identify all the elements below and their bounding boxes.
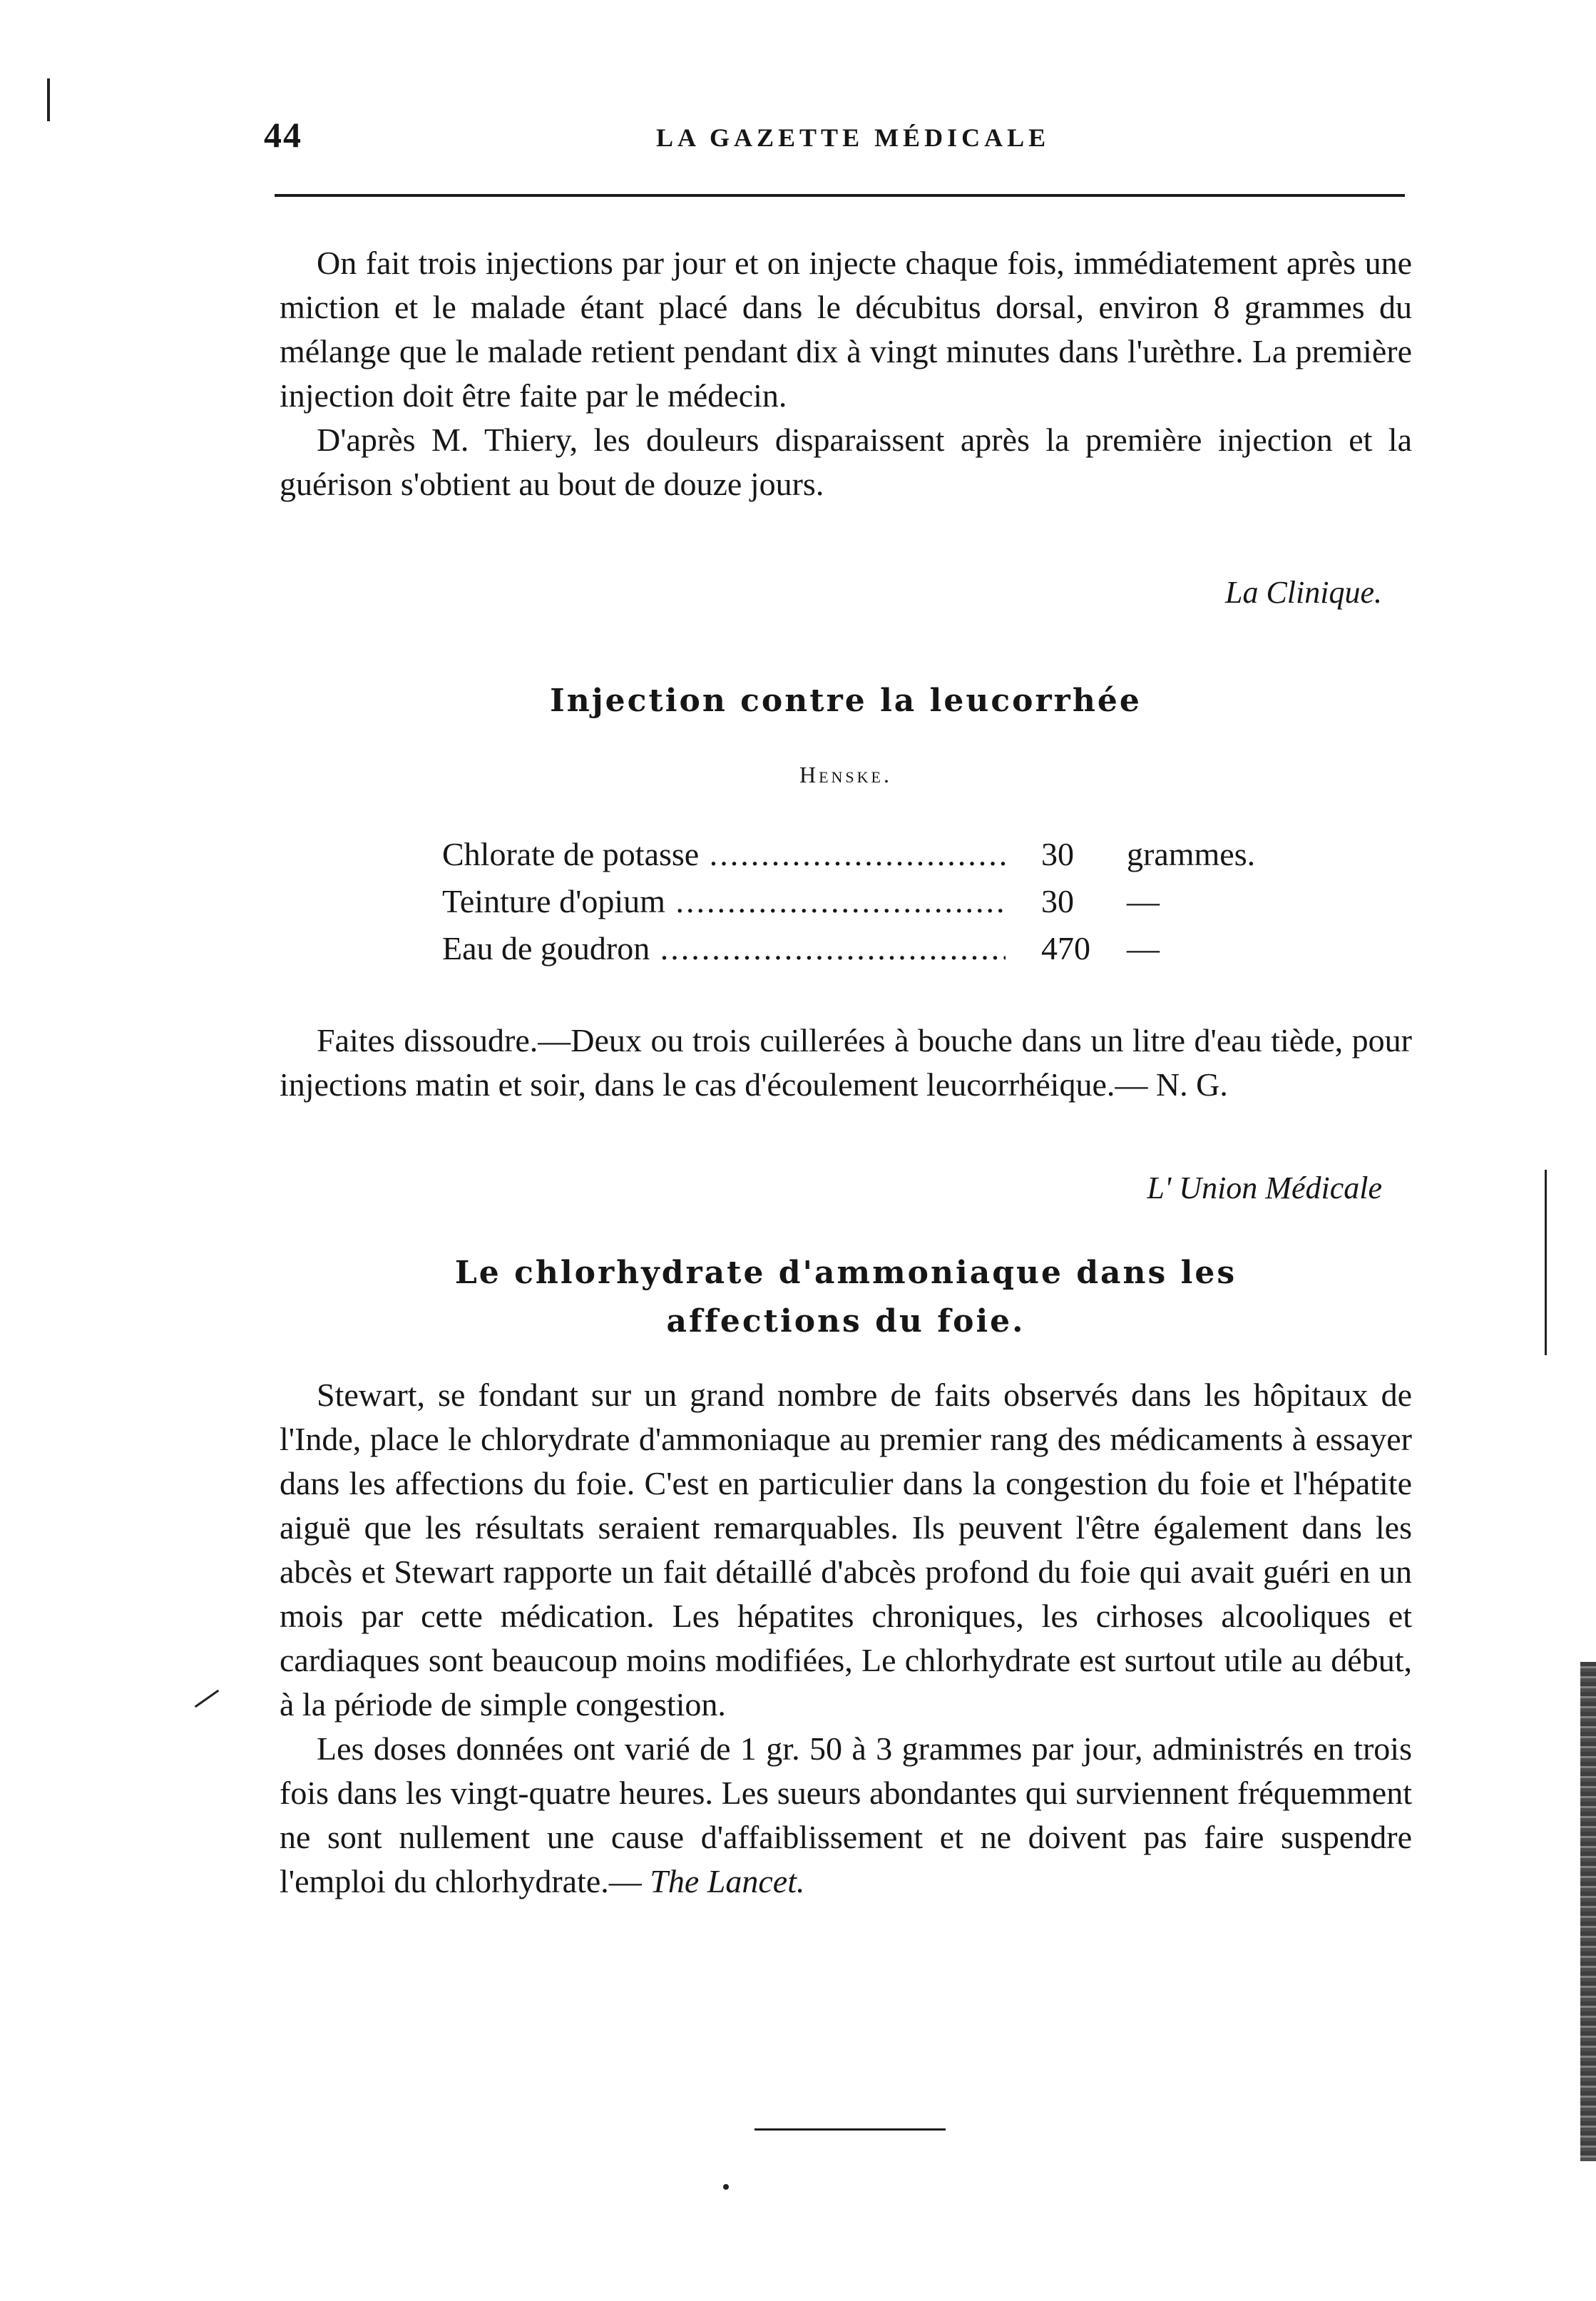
formula-quantity: 30 bbox=[1041, 836, 1074, 872]
header-rule bbox=[275, 194, 1405, 197]
formula-unit: — bbox=[1127, 930, 1160, 966]
formula-quantity: 470 bbox=[1041, 930, 1090, 966]
intro-source: La Clinique. bbox=[1224, 575, 1382, 610]
formula-ingredient: Chlorate de potasse ..... bbox=[442, 831, 1006, 878]
section2-paragraph-2 bbox=[280, 1727, 1412, 1904]
section1-paragraph: Faites dissoudre.—Deux ou trois cuillerées à bouche dans un litre d'eau tiède, pour injections matin et soir, dans le cas d'écoulement leucorrhéique.— N. G. bbox=[280, 1022, 1412, 1103]
section1-author: Henske. bbox=[799, 762, 892, 787]
scan-margin-mark bbox=[47, 78, 50, 121]
formula-unit: grammes. bbox=[1127, 836, 1256, 872]
formula-ingredient: Teinture d'opium ..... bbox=[442, 878, 1006, 925]
section2-title-line1: Le chlorhydrate d'ammoniaque dans les bbox=[454, 1255, 1237, 1291]
formula-row bbox=[442, 878, 1262, 925]
formula-unit: — bbox=[1127, 883, 1160, 919]
section2-title-line2: affections du foie. bbox=[666, 1303, 1025, 1340]
intro-paragraph-1: On fait trois injections par jour et on injecte chaque fois, immédiatement après une miction et le malade étant placé dans le décubitus dorsal, environ 8 grammes du mélange que le malade retient pendant dix à vingt minutes dans l'urèthre. La première injection doit être faite par le médecin. bbox=[280, 245, 1412, 414]
page-number: 44 bbox=[264, 115, 302, 155]
intro-text bbox=[280, 241, 1412, 506]
running-head: LA GAZETTE MÉDICALE bbox=[656, 123, 1050, 152]
formula-ingredient: Eau de goudron ..... bbox=[442, 925, 1006, 972]
section1-text bbox=[280, 1019, 1412, 1107]
scan-page-edge bbox=[1580, 1662, 1596, 2161]
section1-title: Injection contre la leucorrhée bbox=[550, 683, 1142, 719]
ink-dot bbox=[723, 2184, 729, 2190]
formula-row bbox=[442, 831, 1262, 878]
section2-paragraph-2-text: Les doses données ont varié de 1 gr. 50 à 3 grammes par jour, administrés en trois fois dans les vingt-quatre heures. Les sueurs abondantes qui surviennent fréquemment ne sont nullement une cause d'affaiblissement et ne doivent pas faire suspendre l'emploi du chlorhydrate.— bbox=[280, 1730, 1412, 1899]
formula-row bbox=[442, 925, 1262, 972]
bottom-rule bbox=[754, 2128, 946, 2131]
section2-text bbox=[280, 1373, 1412, 1904]
intro-paragraph-2: D'après M. Thiery, les douleurs disparaissent après la première injection et la guérison s'obtient au bout de douze jours. bbox=[280, 422, 1412, 502]
section2-paragraph-1: Stewart, se fondant sur un grand nombre de faits observés dans les hôpitaux de l'Inde, place le chlorydrate d'ammoniaque au premier rang des médicaments à essayer dans les affections du foie. C'est en particulier dans la congestion du foie et l'hépatite aiguë que les résultats seraient remarquables. Ils peuvent l'être également dans les abcès et Stewart rapporte un fait détaillé d'abcès profond du foie qui avait guéri en un mois par cette médication. Les hépatites chroniques, les cirhoses alcooliques et cardiaques sont beaucoup moins modifiées, Le chlorhydrate est surtout utile au début, à la période de simple congestion. bbox=[280, 1377, 1412, 1723]
formula-quantity: 30 bbox=[1041, 883, 1074, 919]
page-header bbox=[264, 114, 1405, 157]
formula-table bbox=[442, 831, 1262, 972]
scan-margin-mark bbox=[1545, 1170, 1547, 1355]
scan-margin-mark bbox=[195, 1690, 219, 1708]
section2-source: The Lancet. bbox=[650, 1863, 805, 1899]
section1-source: L' Union Médicale bbox=[1147, 1170, 1382, 1205]
